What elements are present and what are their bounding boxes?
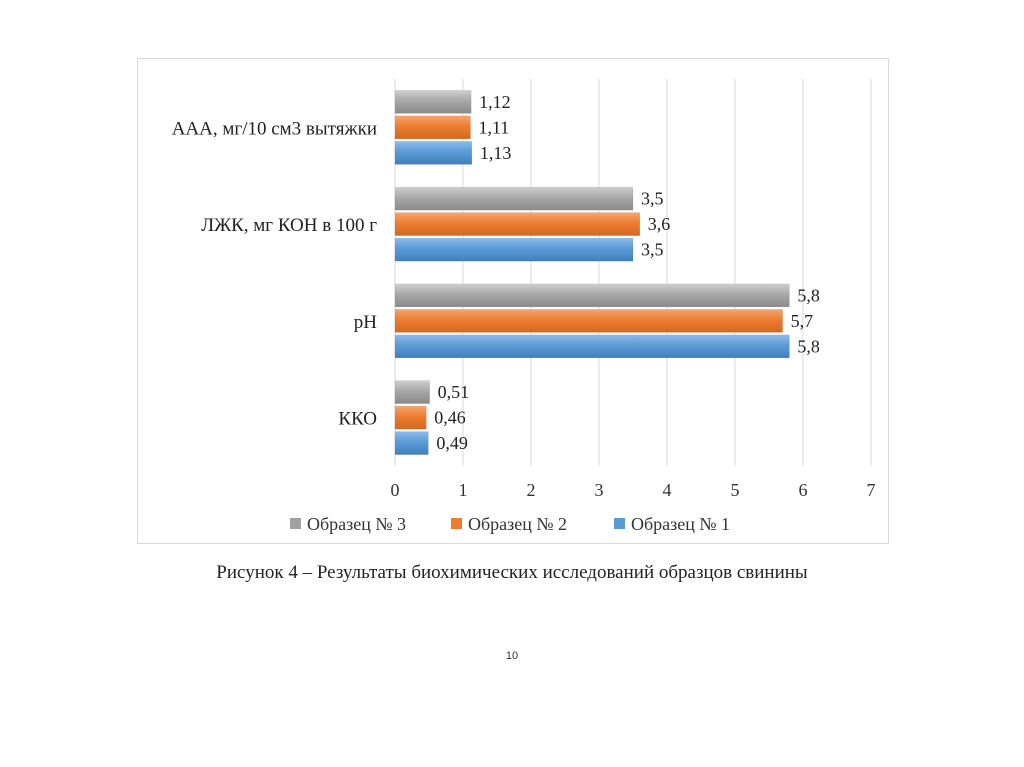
x-tick-label: 1 [458,480,468,500]
x-tick-label: 6 [798,480,808,500]
legend-item: Образец № 3 [307,514,407,534]
chart-frame [137,58,889,544]
legend-item: Образец № 1 [631,514,731,534]
x-tick-label: 7 [866,480,876,500]
x-tick-label: 5 [730,480,740,500]
data-label: 3,6 [647,214,671,235]
bar [395,116,470,139]
bar-chart [138,59,890,545]
category-label: ЛЖК, мг КОН в 100 г [201,215,377,237]
page-number: 10 [505,650,519,662]
bar [395,213,640,236]
legend-swatch [451,518,462,529]
data-label: 1,11 [478,117,510,138]
category-label: ААА, мг/10 см3 вытяжки [171,118,377,140]
bar [395,284,789,307]
legend-item: Образец № 2 [468,514,568,534]
legend-swatch [290,518,301,529]
bar [395,406,426,429]
data-label: 0,46 [434,407,466,428]
x-tick-label: 0 [390,480,400,500]
data-label: 0,51 [437,382,470,403]
x-tick-label: 4 [662,480,672,500]
bar [395,432,428,455]
data-label: 0,49 [436,433,468,454]
data-label: 1,12 [479,91,511,112]
legend-swatch [614,518,625,529]
category-label: ККО [338,408,377,430]
data-label: 3,5 [641,188,664,209]
x-tick-label: 2 [526,480,536,500]
data-label: 5,7 [790,310,814,331]
bar [395,309,783,332]
bar [395,381,430,404]
bar [395,238,633,261]
bar [395,187,633,210]
data-label: 5,8 [797,285,820,306]
bar [395,335,789,358]
x-tick-label: 3 [594,480,604,500]
data-label: 3,5 [641,239,664,260]
bar [395,141,472,164]
data-label: 1,13 [479,142,512,163]
category-label: рН [353,311,377,333]
data-label: 5,8 [797,336,820,357]
bar [395,90,471,113]
figure-caption: Рисунок 4 – Результаты биохимических исследований образцов свинины [216,562,808,583]
